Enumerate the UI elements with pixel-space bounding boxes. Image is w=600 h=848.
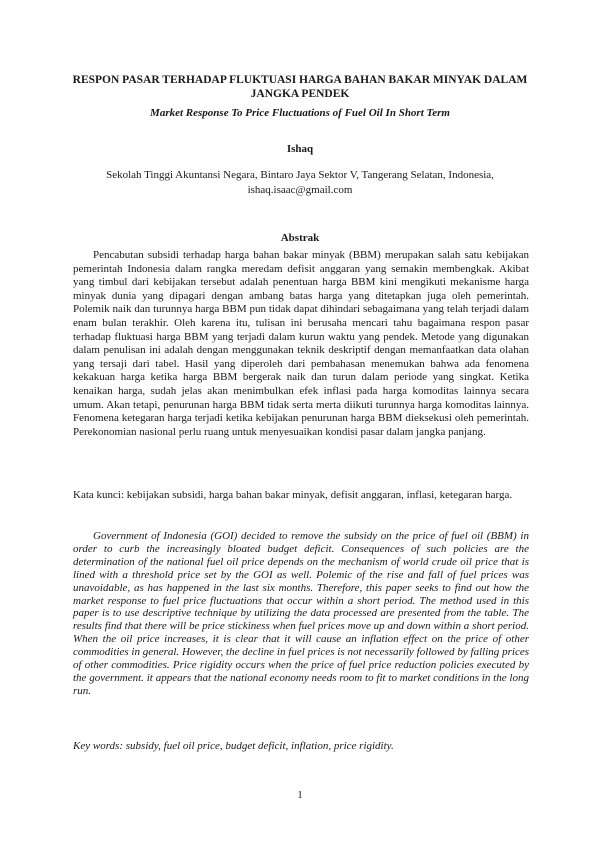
author-affiliation: Sekolah Tinggi Akuntansi Negara, Bintaro Jaya Sektor V, Tangerang Selatan, Indonesia, [106,169,494,181]
keywords: Kata kunci: kebijakan subsidi, harga bahan bakar minyak, defisit anggaran, inflasi, ketegaran harga. [73,489,513,501]
author-email: ishaq.isaac@gmail.com [247,184,353,196]
paper-title: RESPON PASAR TERHADAP FLUKTUASI HARGA BAHAN BAKAR MINYAK DALAM JANGKA PENDEK [72,74,528,100]
paper-subtitle: Market Response To Price Fluctuations of Fuel Oil In Short Term [150,107,450,119]
abstract-heading: Abstrak [280,232,320,244]
author-affiliation-block [60,168,540,198]
author-name: Ishaq [286,143,314,155]
page-number: 1 [297,789,303,801]
english-abstract: Government of Indonesia (GOI) decided to remove the subsidy on the price of fuel oil (BBM) in order to curb the increasingly bloated budget deficit. Consequences of such policies are the determination of the national fuel oil price depends on the mechanism of world crude oil price that is lined with a threshold price set by the GOI as well. Polemic of the rise and fall of fuel prices was unavoidable, as has happened in the last six months. Therefore, this paper seeks to find out how the market response to fuel price fluctuations that occur within a short period. The method used in this paper is to use descriptive technique by utilizing the data processed are presented from the table. The results find that there will be price stickiness when fuel prices move up and down within a short period. When the oil price increases, it is clear that it will cause an inflation effect on the price of other commodities in general. However, the decline in fuel prices is not necessarily followed by falling prices of other commodities. Price rigidity occurs when the price of fuel price reduction policies executed by the government. it appears that the national economy needs room to fit to market conditions in the long run. [73,530,529,697]
abstract-text: Pencabutan subsidi terhadap harga bahan bakar minyak (BBM) merupakan salah satu kebijakan pemerintah Indonesia dalam rangka meredam defisit anggaran yang semakin membengkak. Akibat yang timbul dari kebijakan tersebut adalah penentuan harga BBM kini mengikuti mekanisme harga minyak dunia yang dipagari dengan ambang batas harga yang ditetapkan juga oleh pemerintah. Polemik naik dan turunnya harga BBM pun tidak dapat dihindari sebagaimana yang telah terjadi dalam enam bulan terakhir. Oleh karena itu, tulisan ini berusaha mencari tahu bagaimana respon pasar terhadap fluktuasi harga BBM yang terjadi dalam kurun waktu yang pendek. Metode yang digunakan dalam penulisan ini adalah dengan menggunakan teknik deskriptif dengan memanfaatkan data olahan yang tersaji dari tabel. Hasil yang diperoleh dari pembahasan menemukan bahwa ada fenomena kekakuan harga ketika harga BBM bergerak naik dan turun dalam periode yang singkat. Ketika kenaikan harga, sudah jelas akan menimbulkan efek inflasi pada harga komoditas lainnya secara umum. Akan tetapi, penurunan harga BBM tidak serta merta diikuti turunnya harga komoditas lainnya. Fenomena ketegaran harga terjadi ketika kebijakan penurunan harga BBM dieksekusi oleh pemerintah. Perekonomian nasional perlu ruang untuk menyesuaikan kondisi pasar dalam jangka panjang. [73,249,529,438]
english-keywords: Key words: subsidy, fuel oil price, budget deficit, inflation, price rigidity. [73,740,394,752]
